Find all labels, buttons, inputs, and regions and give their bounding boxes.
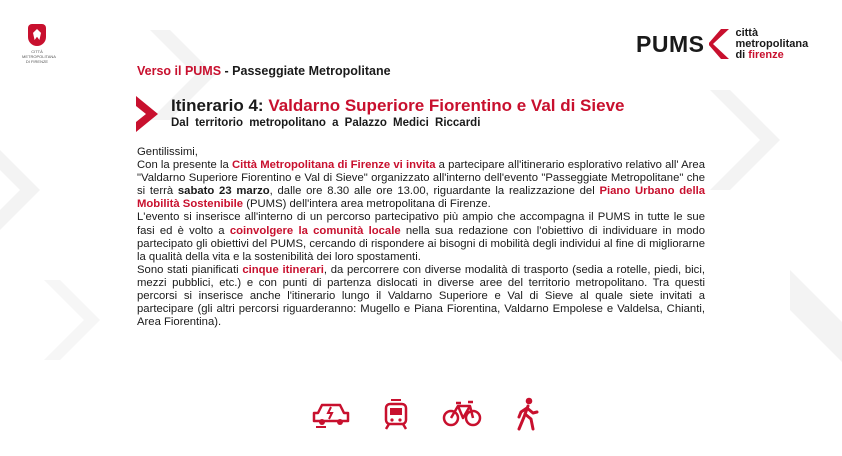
tram-icon — [383, 398, 409, 430]
title-prefix: Itinerario 4: — [171, 96, 269, 115]
chevron-right-icon — [134, 96, 160, 132]
pums-wordmark: PUMS — [636, 30, 705, 57]
highlight-itineraries: cinque itinerari — [242, 263, 324, 276]
highlight-invite: Città Metropolitana di Firenze vi invita — [231, 159, 436, 172]
paragraph-2: L'evento si inserisce all'interno di un percorso partecipativo più ampio che accompagna il PUMS in tutte le sue fasi ed è volto a coinvolgere la comunità locale nella sua redazione con l'obiettivo di individuare in modo partecipato gli obiettivi del PUMS, cercando di rispondere ai bisogni di mobilità degli individui al fine di migliorarne la qualità della vita e la sostenibilità dei loro spostamenti. — [137, 211, 705, 263]
brand-line-3: di firenze — [735, 48, 784, 61]
page-title — [171, 96, 624, 116]
kicker-rest: - Passeggiate Metropolitane — [221, 64, 391, 78]
letter-body — [137, 146, 705, 329]
paragraph-3: Sono stati pianificati cinque itinerari, da percorrere con diverse modalità di trasporto (sedia a rotelle, piedi, bici, mezzi pubblici, etc.) e con punti di partenza dislocati in diverse aree del territorio metropolitano. Tra questi percorsi si inserisce anche l'itinerario lungo il Valdarno Superiore e Val di Sieve al quale siete invitati a partecipare (gli altri percorsi riguarderanno: Mugello e Piana Fiorentina, Valdarno Empolese e Valdelsa, Chianti, Area Fiorentina). — [137, 263, 705, 329]
chevron-left-icon — [709, 29, 731, 59]
greeting: Gentilissimi, — [137, 146, 198, 158]
kicker-red: Verso il PUMS — [137, 64, 222, 78]
lily-crest-icon — [28, 24, 46, 46]
title-red: Valdarno Superiore Fiorentino e Val di Sieve — [268, 96, 625, 115]
paragraph-1: Con la presente la Città Metropolitana di Firenze vi invita a partecipare all'itinerario esplorativo relativo all' Area "Valdarno Superiore Fiorentino e Val di Sieve" organizzato all'interno dell'evento "Passeggiate Metropolitane" che si terrà sabato 23 marzo, dalle ore 8.30 alle ore 13.00, riguardante la realizzazione del Piano Urbano della Mobilità Sostenibile (PUMS) dell'intera area metropolitana di Firenze. — [137, 159, 706, 211]
brand-firenze: firenze — [748, 48, 784, 61]
page-subtitle: Dal territorio metropolitano a Palazzo Medici Riccardi — [171, 117, 481, 129]
brand-line-2: metropolitana — [735, 37, 809, 50]
highlight-community: coinvolgere la comunità locale — [229, 224, 401, 237]
transport-icons — [312, 397, 539, 431]
brand-line-1: città — [735, 26, 759, 39]
bicycle-icon — [442, 400, 482, 428]
city-crest-logo — [22, 24, 56, 64]
kicker-line — [137, 64, 391, 78]
brand-text — [735, 28, 808, 61]
crest-caption: CITTÀ METROPOLITANA DI FIRENZE — [22, 49, 56, 64]
pums-logo — [636, 27, 808, 61]
pedestrian-icon — [515, 397, 539, 431]
electric-car-icon — [312, 399, 350, 429]
highlight-date: sabato 23 marzo — [177, 185, 270, 198]
highlight-plan: Piano Urbano della Mobilità Sostenibile — [137, 185, 706, 211]
